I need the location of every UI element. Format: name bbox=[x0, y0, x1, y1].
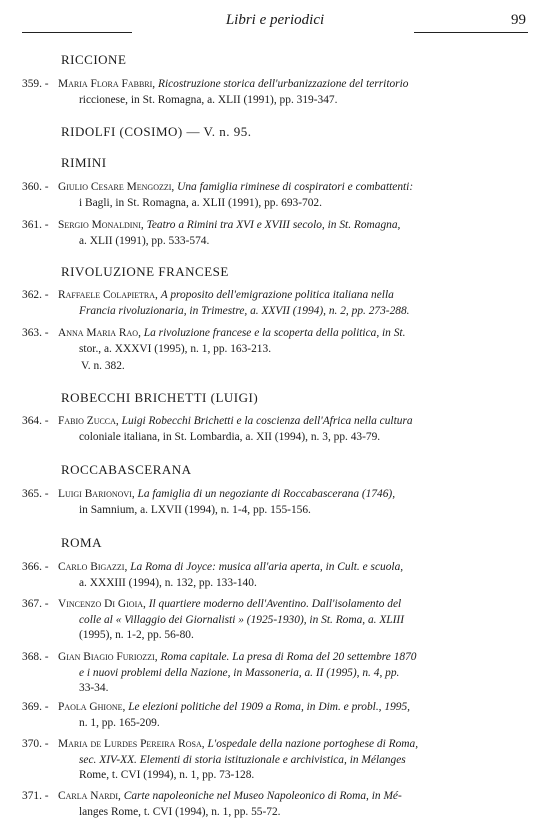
cross-reference: V. n. 382. bbox=[81, 360, 125, 372]
entry-line: n. 1, pp. 165-209. bbox=[79, 716, 160, 729]
running-title: Libri e periodici bbox=[225, 12, 325, 28]
entry-number: 370. - bbox=[22, 738, 49, 750]
section-heading: ROMA bbox=[61, 535, 103, 550]
entry-number: 367. - bbox=[22, 598, 49, 610]
bibliography-entry bbox=[22, 737, 498, 784]
entry-line: colle al « Villaggio dei Giornalisti » (1925-1930), in St. Roma, a. XLIII bbox=[79, 613, 405, 626]
bibliography-entry bbox=[22, 560, 498, 591]
section-heading: ROBECCHI BRICHETTI (LUIGI) bbox=[61, 390, 259, 405]
entry-line: e i nuovi problemi della Nazione, in Massoneria, a. II (1995), n. 4, pp. bbox=[79, 666, 400, 679]
entry-line: A proposito dell'emigrazione politica italiana nella bbox=[160, 289, 394, 301]
bibliography-entry bbox=[22, 218, 498, 249]
entry-number: 365. - bbox=[22, 488, 49, 500]
entry-line: Roma capitale. La presa di Roma del 20 settembre 1870 bbox=[160, 651, 417, 663]
entry-line: i Bagli, in St. Romagna, a. XLII (1991), pp. 693-702. bbox=[79, 196, 322, 209]
entry-line: Il quartiere moderno dell'Aventino. Dall'isolamento del bbox=[148, 598, 402, 610]
entry-author: Sergio Monaldini, bbox=[58, 219, 144, 231]
entry-author: Anna Maria Rao, bbox=[58, 327, 141, 339]
bibliography-entry bbox=[22, 77, 498, 108]
bibliography-entry bbox=[22, 789, 498, 820]
section-heading: RIDOLFI (COSIMO) — V. n. 95. bbox=[61, 124, 252, 139]
entry-line: a. XXXIII (1994), n. 132, pp. 133-140. bbox=[79, 576, 257, 589]
entry-line: stor., a. XXXVI (1995), n. 1, pp. 163-213. bbox=[79, 342, 272, 355]
entry-line: Rome, t. CVI (1994), n. 1, pp. 73-128. bbox=[79, 769, 255, 781]
entry-number: 368. - bbox=[22, 651, 49, 663]
entry-author: Fabio Zucca, bbox=[58, 415, 119, 427]
entry-author: Vincenzo Di Gioia, bbox=[58, 598, 146, 610]
bibliography-entry bbox=[22, 288, 498, 319]
entry-line: Ricostruzione storica dell'urbanizzazione del territorio bbox=[157, 78, 409, 90]
entry-author: Giulio Cesare Mengozzi, bbox=[58, 181, 175, 193]
entry-line: a. XLII (1991), pp. 533-574. bbox=[79, 234, 210, 247]
entry-line: 33-34. bbox=[79, 682, 109, 694]
entry-number: 360. - bbox=[22, 181, 49, 193]
entry-line: langes Rome, t. CVI (1994), n. 1, pp. 55-72. bbox=[79, 805, 281, 818]
entry-number: 359. - bbox=[22, 78, 49, 90]
entry-author: Raffaele Colapietra, bbox=[58, 289, 158, 301]
section-heading: RIMINI bbox=[61, 155, 107, 170]
entry-line: (1995), n. 1-2, pp. 56-80. bbox=[79, 629, 194, 641]
entry-line: sec. XIV-XX. Elementi di storia istituzionale e archivistica, in Mélanges bbox=[79, 753, 406, 766]
entry-author: Gian Biagio Furiozzi, bbox=[58, 651, 158, 663]
entry-author: Paola Ghione, bbox=[58, 701, 126, 713]
entry-author: Carlo Bigazzi, bbox=[58, 561, 128, 573]
section-heading: ROCCABASCERANA bbox=[61, 462, 192, 477]
bibliography-entry bbox=[22, 700, 498, 731]
entry-number: 364. - bbox=[22, 415, 49, 427]
header-rule-right bbox=[414, 32, 528, 33]
bibliography-entry bbox=[22, 326, 498, 357]
running-header bbox=[22, 12, 528, 34]
entry-number: 371. - bbox=[22, 790, 49, 802]
entry-line: La Roma di Joyce: musica all'aria aperta, in Cult. e scuola, bbox=[130, 561, 404, 573]
entry-line: coloniale italiana, in St. Lombardia, a. XII (1994), n. 3, pp. 43-79. bbox=[79, 430, 381, 443]
entry-line: in Samnium, a. LXVII (1994), n. 1-4, pp. 155-156. bbox=[79, 503, 311, 516]
header-rule-left bbox=[22, 32, 132, 33]
bibliography-entry bbox=[22, 597, 498, 644]
entry-author: Luigi Barionovi, bbox=[58, 488, 135, 500]
page-number: 99 bbox=[511, 12, 526, 28]
bibliography-entry bbox=[22, 414, 498, 445]
entry-author: Maria Flora Fabbri, bbox=[58, 78, 156, 90]
section-heading: RICCIONE bbox=[61, 52, 127, 67]
entry-line: Francia rivoluzionaria, in Trimestre, a. XXVII (1994), n. 2, pp. 273-288. bbox=[79, 304, 410, 317]
entry-line: riccionese, in St. Romagna, a. XLII (1991), pp. 319-347. bbox=[79, 93, 338, 106]
entry-author: Maria de Lurdes Pereira Rosa, bbox=[58, 738, 205, 750]
entry-author: Carla Nardi, bbox=[58, 790, 121, 802]
bibliography-entry bbox=[22, 650, 498, 697]
entry-line: La rivoluzione francese e la scoperta della politica, in St. bbox=[143, 327, 406, 339]
entry-number: 361. - bbox=[22, 219, 49, 231]
entry-line: Teatro a Rimini tra XVI e XVIII secolo, in St. Romagna, bbox=[146, 219, 401, 231]
entry-line: La famiglia di un negoziante di Roccabascerana (1746), bbox=[137, 488, 396, 500]
entry-line: L'ospedale della nazione portoghese di Roma, bbox=[207, 738, 419, 750]
section-heading: RIVOLUZIONE FRANCESE bbox=[61, 264, 229, 279]
bibliography-entry bbox=[22, 487, 498, 518]
entry-number: 366. - bbox=[22, 561, 49, 573]
entry-line: Carte napoleoniche nel Museo Napoleonico di Roma, in Mé- bbox=[123, 790, 402, 802]
entry-line: Luigi Robecchi Brichetti e la coscienza dell'Africa nella cultura bbox=[121, 415, 413, 427]
entry-line: Una famiglia riminese di cospiratori e combattenti: bbox=[177, 181, 414, 193]
entry-number: 363. - bbox=[22, 327, 49, 339]
entry-line: Le elezioni politiche del 1909 a Roma, in Dim. e probl., 1995, bbox=[128, 701, 410, 713]
entry-number: 369. - bbox=[22, 701, 49, 713]
entry-number: 362. - bbox=[22, 289, 49, 301]
bibliography-entry bbox=[22, 180, 498, 211]
